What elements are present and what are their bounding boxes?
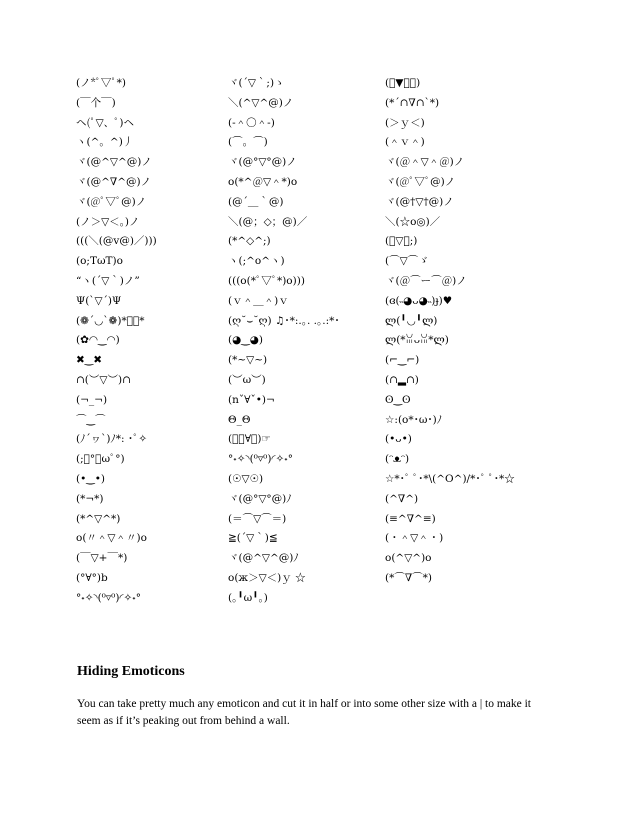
emoticon-cell: °˖✧◝(⁰▿⁰)◜✧˖° xyxy=(76,591,142,604)
emoticon-cell: o(ж＞▽＜)ｙ ☆ xyxy=(228,571,306,584)
emoticon-cell: ヾ(@^▽^@)ﾉ xyxy=(228,552,299,565)
emoticon-cell: (￣个￣) xyxy=(76,96,116,109)
emoticon-cell: ☆*･ﾟ ﾟ･*\(^O^)/*･ﾟ ﾟ･*☆ xyxy=(385,472,515,485)
emoticon-cell: (・＾▽＾・) xyxy=(385,532,444,545)
emoticon-cell: (-＾〇＾-) xyxy=(228,116,275,129)
emoticon-cell: ლ(╹◡╹ლ) xyxy=(385,314,438,327)
emoticon-cell: (⌐‿⌐) xyxy=(385,354,420,367)
emoticon-cell: o(*^＠▽＾*)o xyxy=(228,175,298,188)
emoticon-cell: ＼(☆o◎)／ xyxy=(385,215,441,228)
emoticon-cell: ヾ(@°▽°@)ノ xyxy=(228,156,297,169)
emoticon-cell: ヾ(´▽｀;)ゝ xyxy=(228,77,285,89)
emoticon-cell: (☉▽☉) xyxy=(228,472,264,485)
emoticon-cell: (ノ＞▽＜。)ノ xyxy=(76,215,140,228)
section-heading: Hiding Emoticons xyxy=(77,664,185,679)
emoticon-cell: ʘ‿ʘ xyxy=(385,393,411,406)
emoticon-cell: “ヽ(´▽｀)ノ” xyxy=(76,274,140,287)
emoticon-cell: Θ_Θ xyxy=(228,413,251,426)
emoticon-cell: (︶ω︶) xyxy=(228,373,266,386)
emoticon-cell: (✿◠‿◠) xyxy=(76,334,120,347)
emoticon-cell: ∩(︶▽︶)∩ xyxy=(76,373,131,386)
emoticon-cell: (◕‿◕) xyxy=(228,334,263,347)
emoticon-cell: ヾ(@°▽°@)ﾉ xyxy=(228,492,292,505)
emoticon-cell: (ﾟ▽ﾟ;) xyxy=(385,235,418,248)
emoticon-cell: (°∀°)b xyxy=(76,571,108,584)
emoticon-cell: o(^▽^)o xyxy=(385,552,432,565)
emoticon-cell: (ᵔᴥᵔ) xyxy=(385,453,410,466)
emoticon-cell: ヾ(@^▽^@)ノ xyxy=(76,156,152,169)
emoticon-cell: ヽ(^。^)丿 xyxy=(76,136,134,149)
emoticon-cell: ヾ(@ﾟ▽ﾟ@)ノ xyxy=(76,195,147,208)
emoticon-cell: (¬_¬) xyxy=(76,393,108,406)
emoticon-cell: (ｖ＾＿＾)ｖ xyxy=(228,294,289,307)
emoticon-cell: ＼(@；◇；@)／ xyxy=(228,215,308,228)
emoticon-cell: (*~▽~) xyxy=(228,354,268,367)
emoticon-cell: (⌒。⌒) xyxy=(228,136,268,149)
emoticon-cell: ヾ(＠⌒ー⌒＠)ノ xyxy=(385,274,467,287)
emoticon-cell: (＝⌒▽⌒＝) xyxy=(228,512,287,525)
emoticon-cell: (≡^∇^≡) xyxy=(385,512,436,525)
emoticon-cell: ヽ(;^o^ヽ) xyxy=(228,255,285,268)
emoticon-cell: ＼(^▽^@)ノ xyxy=(228,96,294,109)
emoticon-cell: (ﾟ▼ﾟ＊) xyxy=(385,77,421,89)
emoticon-cell: (❁´◡`❁)*✲ﾟ* xyxy=(76,314,145,327)
emoticon-cell: ヾ(@ﾟ▽ﾟ@)ノ xyxy=(385,175,456,188)
emoticon-cell xyxy=(385,589,575,609)
emoticon-cell: (*⌒∇⌒*) xyxy=(385,571,433,584)
emoticon-cell: ⌒‿⌒ xyxy=(76,413,106,426)
emoticon-cell: (ღ˘⌣˘ღ) ♫･*:.｡. .｡.:*･ xyxy=(228,314,340,327)
emoticon-cell: ≧(´▽｀)≦ xyxy=(228,532,278,545)
emoticon-cell: ✖‿✖ xyxy=(76,354,103,367)
emoticon-cell: ლ(*ꈍᴗꈍ*ლ) xyxy=(385,334,449,347)
emoticon-cell: (•‿•) xyxy=(76,472,106,485)
emoticon-cell: (⌒▽⌒ゞ xyxy=(385,255,429,268)
emoticon-cell: (^∇^) xyxy=(385,492,419,505)
emoticon-cell: (＾ｖ＾) xyxy=(385,136,425,149)
emoticon-cell: ヘ(ﾟ▽、ﾟ)ヘ xyxy=(76,116,134,129)
emoticon-cell: (∩▂∩) xyxy=(385,373,419,386)
emoticon-cell: (*^▽^*) xyxy=(76,512,121,525)
emoticon-cell: (ɞ(˵◕ᴗ◕˵)ɟ)♥ xyxy=(385,294,453,307)
emoticon-cell: (o;TωT)o xyxy=(76,255,123,268)
emoticon-cell: ヾ(@†▽†@)ノ xyxy=(385,195,454,208)
emoticon-cell: (•ᴗ•) xyxy=(385,433,412,446)
emoticon-cell: (＞ｙ＜) xyxy=(385,116,425,129)
emoticon-cell: (*¬*) xyxy=(76,492,104,505)
section-paragraph: You can take pretty much any emoticon and cut it in half or into some other size with a | to make it seem as if it’s peaking out from behind a wall. xyxy=(77,698,531,727)
emoticon-cell: (((o(*ﾟ▽ﾟ*)o))) xyxy=(228,274,305,287)
emoticon-cell: (@´＿｀@) xyxy=(228,195,284,208)
emoticon-cell: (nˇ∀ˇ•)¬ xyxy=(228,393,275,406)
emoticon-cell: (ノ*ﾟ▽ﾟ*) xyxy=(76,77,126,89)
emoticon-cell: (￣▽+￣*) xyxy=(76,552,128,565)
emoticon-cell: ☆:(o*･ω･)ﾉ xyxy=(385,413,443,426)
emoticon-cell: (;ﾟ°ﾟωﾟ°) xyxy=(76,453,125,466)
emoticon-cell: ヾ(@^∇^@)ノ xyxy=(76,175,152,188)
emoticon-cell: Ψ(`▽´)Ψ xyxy=(76,294,122,307)
emoticon-cell: (*´∩∇∩`*) xyxy=(385,96,440,109)
emoticon-cell: (｡╹ω╹｡) xyxy=(228,591,268,604)
emoticon-cell: (((＼(@v@)／))) xyxy=(76,235,157,248)
emoticon-cell: (☞ﾟ∀ﾟ)☞ xyxy=(228,433,271,446)
emoticon-cell: °˖✧◝(⁰▿⁰)◜✧˖° xyxy=(228,453,294,466)
emoticon-cell: o(〃＾▽＾〃)o xyxy=(76,532,147,545)
emoticon-cell: (ﾉ´ヮ`)ﾉ*: ･ﾟ✧ xyxy=(76,433,148,446)
emoticon-table xyxy=(76,74,575,609)
emoticon-cell: ヾ(＠＾▽＾＠)ノ xyxy=(385,156,465,169)
emoticon-cell: (*^◇^;) xyxy=(228,235,271,248)
